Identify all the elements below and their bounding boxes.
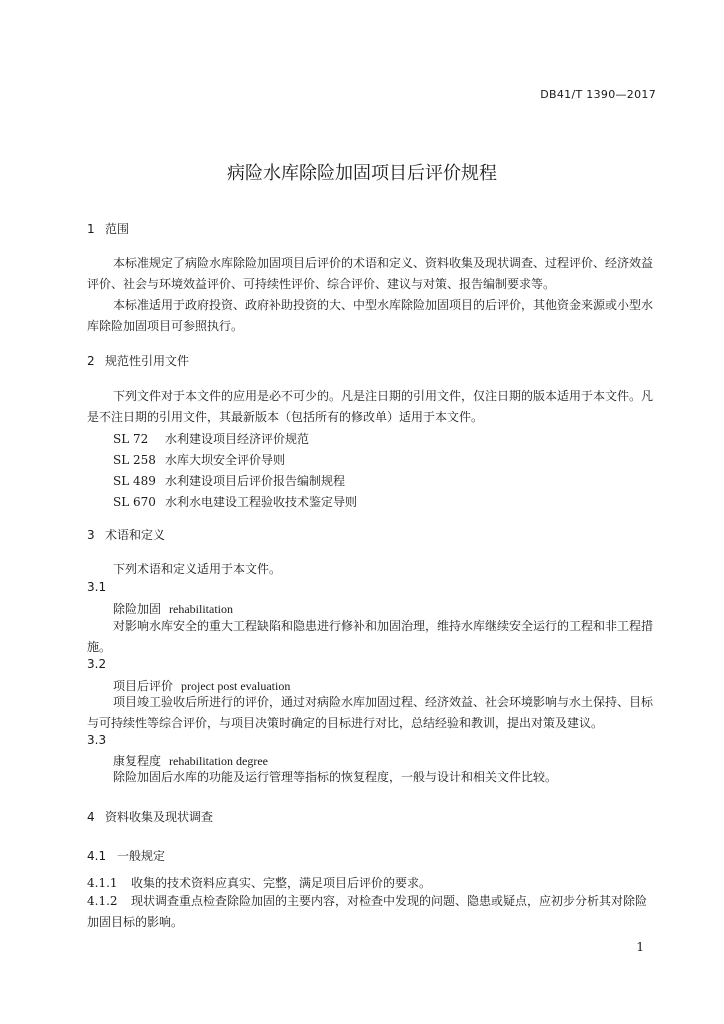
reference-code: SL 258 (113, 453, 156, 467)
section-title: 范围 (105, 222, 130, 236)
term-en: project post evaluation (181, 679, 291, 693)
section-number: 3 (87, 528, 95, 542)
paragraph: 本标准规定了病险水库除险加固项目后评价的术语和定义、资料收集及现状调查、过程评价、经济效益评价、社会与环境效益评价、可持续性评价、综合评价、建议与对策、报告编制要求等。 (87, 256, 654, 291)
section-title: 规范性引用文件 (105, 354, 190, 368)
reference-item (113, 493, 357, 510)
paragraph: 下列文件对于本文件的应用是必不可少的。凡是注日期的引用文件，仅注日期的版本适用于本文件。凡是不注日期的引用文件，其最新版本（包括所有的修改单）适用于本文件。 (87, 389, 654, 424)
reference-code: SL 670 (113, 495, 156, 509)
term-number: 3.3 (87, 733, 107, 747)
term-heading (113, 600, 233, 617)
section-heading-3 (87, 526, 165, 543)
subsection-heading-4-1 (87, 847, 165, 864)
section-title: 术语和定义 (105, 528, 166, 542)
term-definition: 除险加固后水库的功能及运行管理等指标的恢复程度，一般与设计和相关文件比较。 (113, 770, 558, 784)
term-zh: 除险加固 (113, 602, 162, 616)
reference-name: 水利建设项目后评价报告编制规程 (165, 474, 346, 488)
reference-item (113, 451, 285, 468)
clause-number: 4.1.2 (87, 894, 118, 908)
term-definition: 对影响水库安全的重大工程缺陷和隐患进行修补和加固治理，维持水库继续安全运行的工程和非工程措施。 (87, 619, 654, 654)
clause-number: 4.1.1 (87, 876, 118, 890)
term-number: 3.2 (87, 657, 107, 671)
term-zh: 康复程度 (113, 754, 162, 768)
subsection-number: 4.1 (87, 849, 107, 863)
section-title: 资料收集及现状调查 (105, 810, 214, 824)
reference-code: SL 489 (113, 474, 156, 488)
reference-name: 水库大坝安全评价导则 (165, 453, 286, 467)
clause-item (87, 891, 657, 933)
section-number: 1 (87, 222, 95, 236)
paragraph: 下列术语和定义适用于本文件。 (113, 562, 282, 576)
clause-text: 现状调查重点检查除险加固的主要内容，对检查中发现的问题、隐患或疑点，应初步分析其对除险加固目标的影响。 (87, 894, 648, 929)
reference-name: 水利水电建设工程验收技术鉴定导则 (165, 495, 358, 509)
reference-code: SL 72 (113, 432, 149, 446)
term-number: 3.1 (87, 580, 107, 594)
section-heading-2 (87, 352, 189, 369)
section-number: 4 (87, 810, 95, 824)
subsection-title: 一般规定 (117, 849, 166, 863)
document-title: 病险水库除险加固项目后评价规程 (227, 163, 497, 184)
page-number: 1 (636, 940, 644, 954)
paragraph: 本标准适用于政府投资、政府补助投资的大、中型水库除险加固项目的后评价，其他资金来源或小型水库除险加固项目可参照执行。 (87, 298, 654, 333)
standard-code: DB41/T 1390—2017 (540, 88, 656, 101)
term-en: rehabilitation (169, 602, 233, 616)
section-number: 2 (87, 354, 95, 368)
term-en: rehabilitation degree (169, 754, 268, 768)
section-heading-1 (87, 220, 129, 237)
term-zh: 项目后评价 (113, 679, 174, 693)
reference-item (113, 430, 309, 447)
term-definition: 项目竣工验收后所进行的评价，通过对病险水库加固过程、经济效益、社会环境影响与水土保持、目标与可持续性等综合评价，与项目决策时确定的目标进行对比，总结经验和教训，提出对策及建议。 (87, 695, 654, 730)
clause-text: 收集的技术资料应真实、完整，满足项目后评价的要求。 (131, 876, 432, 890)
reference-item (113, 472, 345, 489)
reference-name: 水利建设项目经济评价规范 (165, 432, 310, 446)
clause-item (87, 874, 431, 891)
section-heading-4 (87, 808, 213, 825)
